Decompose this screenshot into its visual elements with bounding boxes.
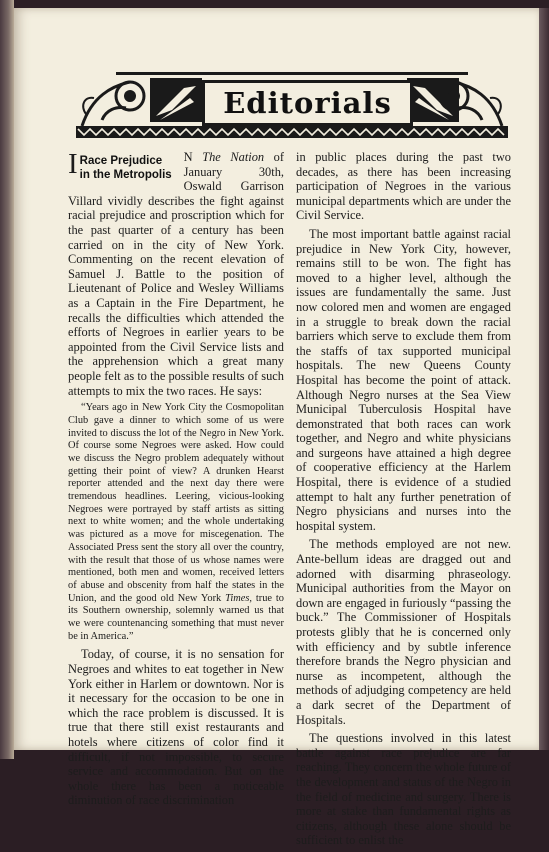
book-binding — [0, 0, 14, 759]
section-sidehead: Race Prejudice in the Metropolis — [79, 155, 172, 181]
page — [14, 8, 539, 848]
drop-cap: I — [68, 148, 78, 180]
opening-paragraph: I N The Nation Race Prejudice in the Metropolis of January 30th, Oswald Garrison Villard vividly describes the fight against racial prejudice and proscription which for the past quarter of a century has been carried on in the city of New York. Commenting on the recent elevation of Samuel J. Battle to the position of Lieutenant of Police and Wesley Williams as a Captain in the Fire Department, he recalls the difficulties which attended the efforts of Negroes in earlier years to be appointed from the Civil Service lists and the apprehension which a great many people felt as to the possible results of such attempts to mix the two races. He says: — [68, 148, 285, 398]
paragraph-methods: The methods employed are not new. Ante-bellum ideas are dragged out and adorned with disarming phraseology. Municipal authorities from the Mayor on down are engaged in furiously “passing the buck.” The Commissioner of Hospitals protests glibly that he is concerned only with efficiency and by subtle inference therefore brands the Negro physician and nurse as incompetent, although the methods of adjudging competency are held a dark secret of the Department of Hospitals. — [296, 537, 511, 727]
paragraph-questions: The questions involved in this latest battle against race prejudice are far reaching. They concern the whole future of the development and status of the Negro in the field of medicine and surgery. There is more at stake than fundamental rights as citizens, although these alone should be sufficient to enlist the — [296, 731, 511, 848]
paragraph-continued: in public places during the past two decades, as there has been increasing participation of Negroes in the various municipal departments which are under the Civil Service. — [296, 150, 511, 223]
page-edge — [539, 8, 549, 750]
right-column — [296, 150, 511, 852]
masthead-title: Editorials — [202, 80, 413, 126]
editorials-masthead — [72, 66, 512, 146]
paragraph-today: Today, of course, it is no sensation for Negroes and whites to eat together in New York either in Harlem or downtown. Nor is it necessary for the occasion to be one in which the race problem is discussed. It is true that there still exist restaurants and hotels where citizens of color find it difficult, if not impossible, to secure service and accommodation. But on the whole there has been a noticeable diminution of race discrimination — [68, 647, 284, 808]
block-quote: “Years ago in New York City the Cosmopolitan Club gave a dinner to which some of us were invited to discuss the lot of the Negro in New York. Of course some Negroes were asked. How could we discuss the Negro problem adequately without getting their point of view? A drunken Hearst reporter attended and the next day there were tremendous headlines. Leering, vicious-looking Negroes were portrayed by staff artists as sitting next to white women; and the whole undertaking was pictured as a move for miscegenation. The Associated Press sent the story all over the country, with the result that those of us whose names were mentioned, both men and women, received letters of abuse and obscenity from half the states in the Union, and the good old New York Times, true to its Southern ownership, solemnly warned us that we were countenancing something that must never be in America.” — [68, 402, 285, 642]
left-column — [68, 150, 284, 812]
paragraph-battle: The most important battle against racial prejudice in New York City, however, remains still to be won. The fight has moved to a higher level, although the issues are fundamentally the same. Just now colored men and women are engaged in a struggle to break down the racial barriers which serve to exclude them from the staffs of tax supported municipal hospitals. The new Queens County Hospital has become the point of attack. Although Negro nurses at the Sea View Municipal Tuberculosis Hospital have demonstrated that both races can work together, and Negro and white physicians and surgeons have attained a high degree of cooperative efficiency at the Harlem Hospital, there is evidence of a studied attempt to halt any further penetration of Negro physicians and nurses into the hospital system. — [296, 226, 511, 533]
